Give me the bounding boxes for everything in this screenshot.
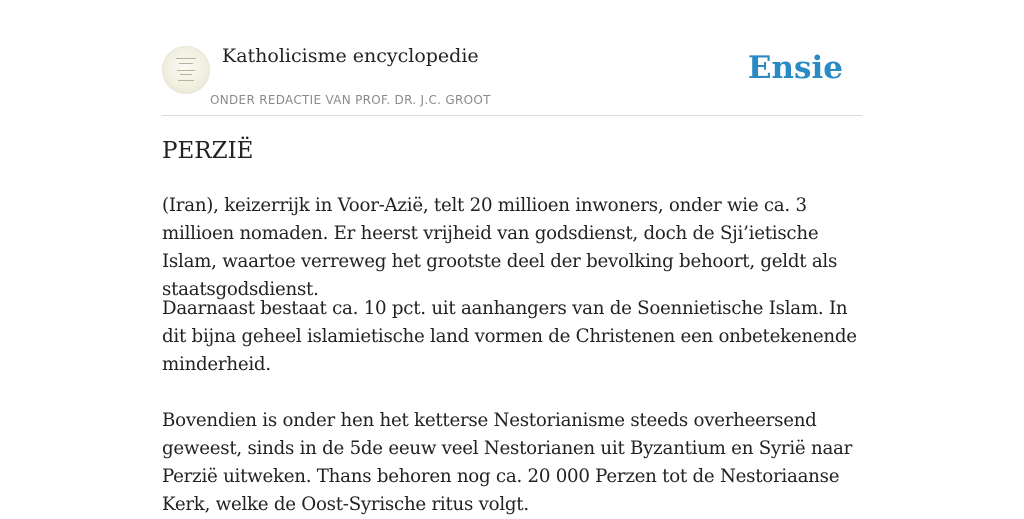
book-cover-avatar[interactable]: [162, 46, 210, 94]
entry-title: PERZIË: [162, 138, 254, 164]
book-title[interactable]: Katholicisme encyclopedie: [222, 45, 479, 67]
editor-line: ONDER REDACTIE VAN PROF. DR. J.C. GROOT: [210, 93, 491, 107]
entry-paragraph: Daarnaast bestaat ca. 10 pct. uit aanhangers van de Soennietische Islam. In dit bijna geheel islamietische land vormen de Christenen een onbetekenende minderheid.: [162, 298, 857, 375]
page: [162, 0, 862, 515]
header: [162, 0, 862, 116]
brand-logo[interactable]: Ensie: [747, 50, 843, 86]
entry-paragraph: Bovendien is onder hen het ketterse Nestorianisme steeds overheersend geweest, sinds in de 5de eeuw veel Nestorianen uit Byzantium en Syrië naar Perzië uitweken. Thans behoren nog ca. 20 000 Perzen tot de Nestoriaanse Kerk, welke de Oost-Syrische ritus volgt.: [162, 410, 853, 515]
entry-paragraph: (Iran), keizerrijk in Voor-Azië, telt 20 millioen inwoners, onder wie ca. 3 millioen nomaden. Er heerst vrijheid van godsdienst, doch de Sji’ietische Islam, waartoe verreweg het grootste deel der bevolking behoort, geldt als staatsgodsdienst.: [162, 195, 838, 300]
